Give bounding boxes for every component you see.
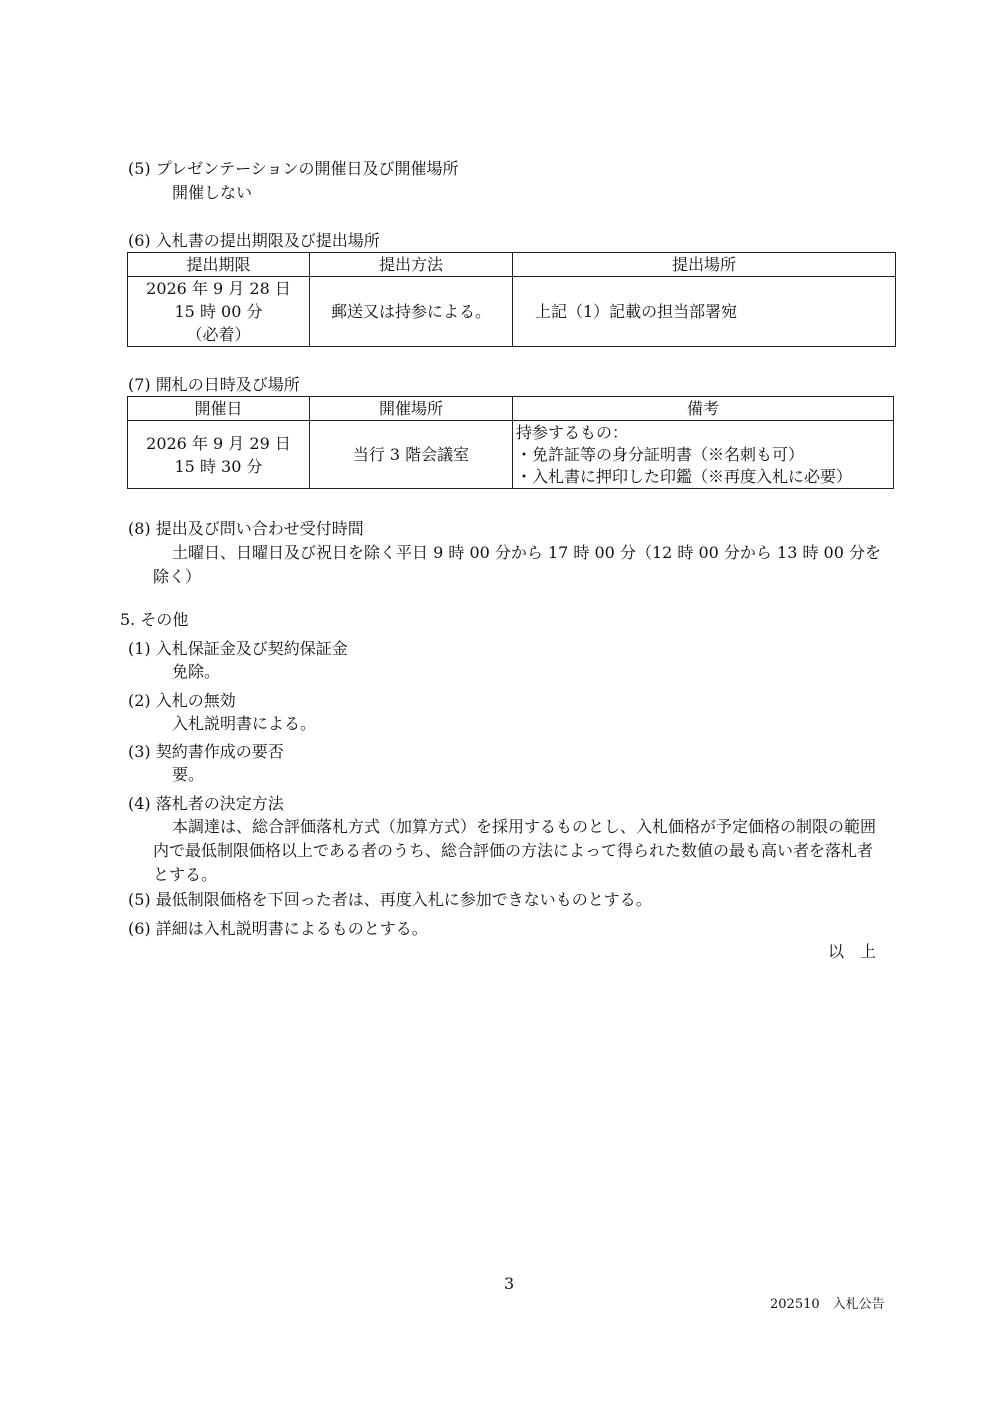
- remarks-title: 持参するもの：: [516, 422, 629, 442]
- other-item-2-body: 入札説明書による。: [172, 714, 317, 733]
- other-item-3-body: 要。: [172, 765, 205, 784]
- submission-table-header-row: [128, 253, 896, 277]
- place-cell: 上記（1）記載の担当部署宛: [513, 277, 896, 347]
- other-item-4-body: 本調達は、総合評価落札方式（加算方式）を採用するものとし、入札価格が予定価格の制限の範囲内で最低制限価格以上である者のうち、総合評価の方法によって得られた数値の最も高い者を落札者とする。: [153, 817, 877, 884]
- header-remarks: 備考: [513, 397, 894, 421]
- other-item-6-heading: (6) 詳細は入札説明書によるものとする。: [128, 919, 428, 938]
- deadline-cell: [128, 277, 310, 347]
- closing-mark: 以 上: [828, 942, 877, 961]
- header-date: 開催日: [128, 397, 310, 421]
- other-item-1-heading: (1) 入札保証金及び契約保証金: [128, 639, 348, 658]
- opening-table: [127, 396, 894, 489]
- header-deadline: 提出期限: [128, 253, 310, 277]
- opening-date-cell: [128, 421, 310, 489]
- other-item-1-body: 免除。: [172, 662, 221, 681]
- deadline-note: （必着）: [186, 325, 251, 344]
- other-heading: 5. その他: [120, 610, 189, 629]
- other-item-3-heading: (3) 契約書作成の要否: [128, 742, 284, 761]
- section-7-heading: (7) 開札の日時及び場所: [128, 375, 300, 394]
- remarks-cell: [513, 421, 894, 489]
- footer-code: 202510 入札公告: [770, 1297, 885, 1312]
- remarks-item-id: ・免許証等の身分証明書（※名刺も可）: [516, 444, 805, 464]
- section-8-heading: (8) 提出及び問い合わせ受付時間: [128, 519, 364, 538]
- page-number: 3: [504, 1274, 515, 1293]
- remarks-item-seal: ・入札書に押印した印鑑（※再度入札に必要）: [516, 466, 853, 486]
- section-8-body: 土曜日、日曜日及び祝日を除く平日 9 時 00 分から 17 時 00 分（12 時 00 分から 13 時 00 分を除く）: [153, 543, 881, 586]
- opening-venue-cell: 当行 3 階会議室: [310, 421, 513, 489]
- deadline-time: 15 時 00 分: [174, 302, 263, 321]
- deadline-date: 2026 年 9 月 28 日: [146, 279, 291, 298]
- opening-table-header-row: [128, 397, 894, 421]
- submission-table-row: [128, 277, 896, 347]
- header-venue: 開催場所: [310, 397, 513, 421]
- other-item-5-heading: (5) 最低制限価格を下回った者は、再度入札に参加できないものとする。: [128, 890, 652, 909]
- opening-date: 2026 年 9 月 29 日: [146, 433, 291, 453]
- header-method: 提出方法: [310, 253, 513, 277]
- section-6-heading: (6) 入札書の提出期限及び提出場所: [128, 231, 380, 250]
- section-5-body: 開催しない: [172, 183, 253, 202]
- opening-table-row: [128, 421, 894, 489]
- method-cell: 郵送又は持参による。: [310, 277, 513, 347]
- submission-table: [127, 252, 896, 347]
- other-item-2-heading: (2) 入札の無効: [128, 691, 236, 710]
- opening-time: 15 時 30 分: [174, 456, 263, 476]
- section-5-heading: (5) プレゼンテーションの開催日及び開催場所: [128, 159, 459, 178]
- header-place: 提出場所: [513, 253, 896, 277]
- other-item-4-heading: (4) 落札者の決定方法: [128, 794, 284, 813]
